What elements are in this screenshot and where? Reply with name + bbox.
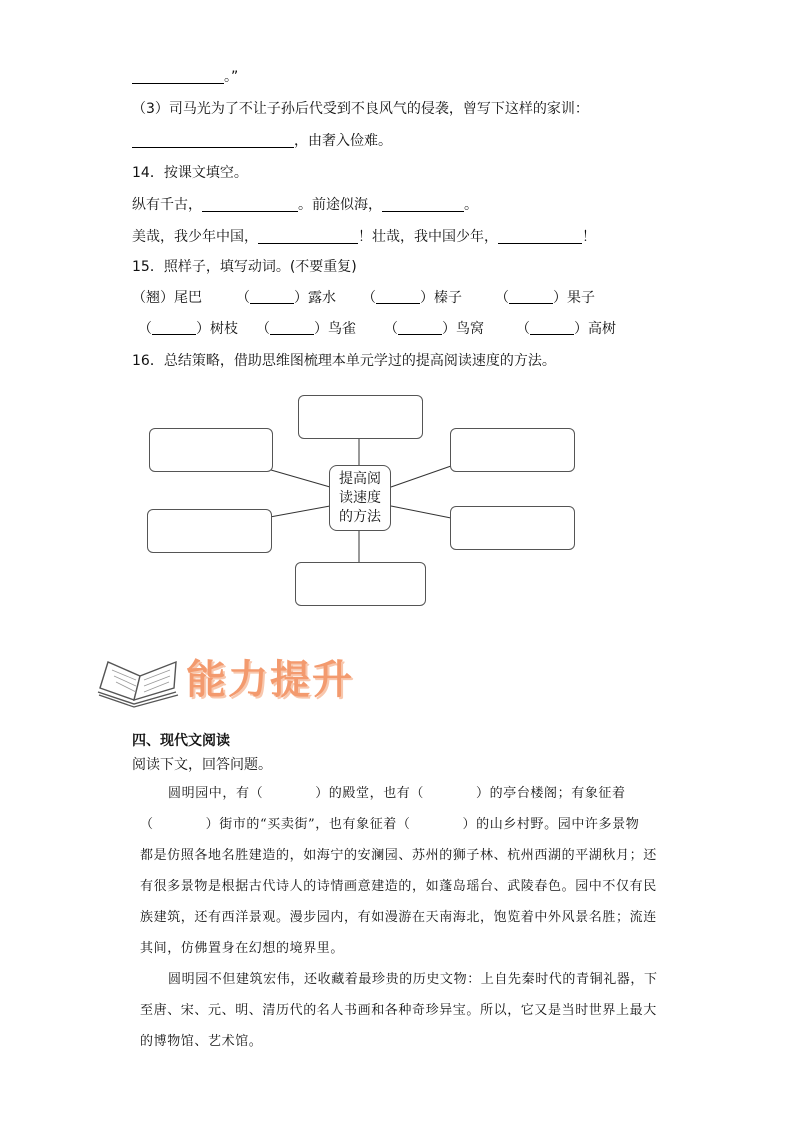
passage-line: 有很多景物是根据古代诗人的诗情画意建造的，如蓬岛瑶台、武陵春色。园中不仅有民	[140, 879, 657, 894]
section-heading: 四、现代文阅读	[132, 733, 230, 749]
section-instruction: 阅读下文，回答问题。	[132, 757, 272, 773]
center-text: 提高阅	[339, 471, 381, 487]
passage-line: 的博物馆、艺术馆。	[140, 1034, 263, 1049]
q15-item: （ ）鸟窝	[384, 321, 484, 337]
passage-text: 圆明园中，有（	[168, 786, 264, 801]
q15-item: （ ）果子	[495, 290, 595, 306]
passage-text: ）的殿堂，也有（	[315, 786, 425, 801]
q15-noun: 尾巴	[174, 290, 202, 306]
q15-item: （ ）露水	[236, 290, 336, 306]
mind-map-answer-box-upper-right[interactable]	[450, 428, 575, 472]
q15-noun: 高树	[588, 321, 616, 337]
passage-text: ）的亭台楼阁；有象征着	[476, 786, 626, 801]
q14-title: 14．按课文填空。	[132, 165, 248, 181]
passage-line	[140, 778, 660, 809]
q15-item: （ ）鸟雀	[256, 321, 356, 337]
passage-text: ）街市的“买卖街”，也有象征着（	[205, 817, 411, 832]
mind-map-answer-box-lower-right[interactable]	[450, 506, 575, 550]
q14-text: 。	[464, 197, 478, 213]
q15-noun: 树枝	[210, 321, 238, 337]
q14-text: ！	[582, 229, 596, 245]
passage-line	[140, 809, 660, 840]
passage-line: 其间，仿佛置身在幻想的境界里。	[140, 941, 345, 956]
q14-text: 纵有千古，	[132, 197, 202, 213]
reading-passage	[140, 778, 660, 1057]
q15-item: （ ）高树	[516, 321, 616, 337]
q15-item: （ ）榛子	[362, 290, 462, 306]
q13-part3-tail: ，由奢入俭难。	[294, 133, 392, 149]
passage-line: 至唐、宋、元、明、清历代的名人书画和各种奇珍异宝。所以，它又是当时世界上最大	[140, 1003, 657, 1018]
q14-text: ！壮哉，我中国少年，	[358, 229, 498, 245]
q13-line1-tail: 。”	[224, 69, 239, 85]
q15-noun: 鸟雀	[328, 321, 356, 337]
mind-map-center	[329, 465, 391, 531]
q13-part3-question: （3）司马光为了不让子孙后代受到不良风气的侵袭，曾写下这样的家训：	[132, 101, 589, 117]
passage-text: ）的山乡村野。园中许多景物	[462, 817, 640, 832]
passage-text: （	[140, 817, 154, 832]
q15-noun: 露水	[308, 290, 336, 306]
ability-boost-banner: 能力提升	[186, 657, 354, 703]
q15-title: 15．照样子，填写动词。(不要重复)	[132, 259, 357, 275]
open-book-icon	[96, 648, 186, 708]
passage-line: 圆明园不但建筑宏伟，还收藏着最珍贵的历史文物：上自先秦时代的青铜礼器，下	[168, 972, 658, 987]
passage-line: 族建筑，还有西洋景观。漫步园内，有如漫游在天南海北，饱览着中外风景名胜；流连	[140, 910, 657, 925]
q15-noun: 鸟窝	[456, 321, 484, 337]
center-text: 读速度	[339, 490, 381, 506]
q16-title: 16．总结策略，借助思维图梳理本单元学过的提高阅读速度的方法。	[132, 353, 556, 369]
mind-map-answer-box-lower-left[interactable]	[147, 509, 272, 553]
center-text: 的方法	[339, 509, 381, 525]
mind-map-answer-box-bottom[interactable]	[295, 562, 426, 606]
q15-noun: 果子	[567, 290, 595, 306]
passage-line: 都是仿照各地名胜建造的，如海宁的安澜园、苏州的狮子林、杭州西湖的平湖秋月；还	[140, 848, 657, 863]
q14-text: 美哉，我少年中国，	[132, 229, 258, 245]
q15-example-verb: 翘	[146, 290, 160, 306]
q15-item: （ ）树枝	[138, 321, 238, 337]
mind-map-answer-box-top[interactable]	[298, 395, 423, 439]
q15-noun: 榛子	[434, 290, 462, 306]
q15-example: （翘）尾巴	[132, 290, 202, 306]
q14-text: 。前途似海，	[298, 197, 382, 213]
mind-map-answer-box-upper-left[interactable]	[149, 428, 273, 472]
